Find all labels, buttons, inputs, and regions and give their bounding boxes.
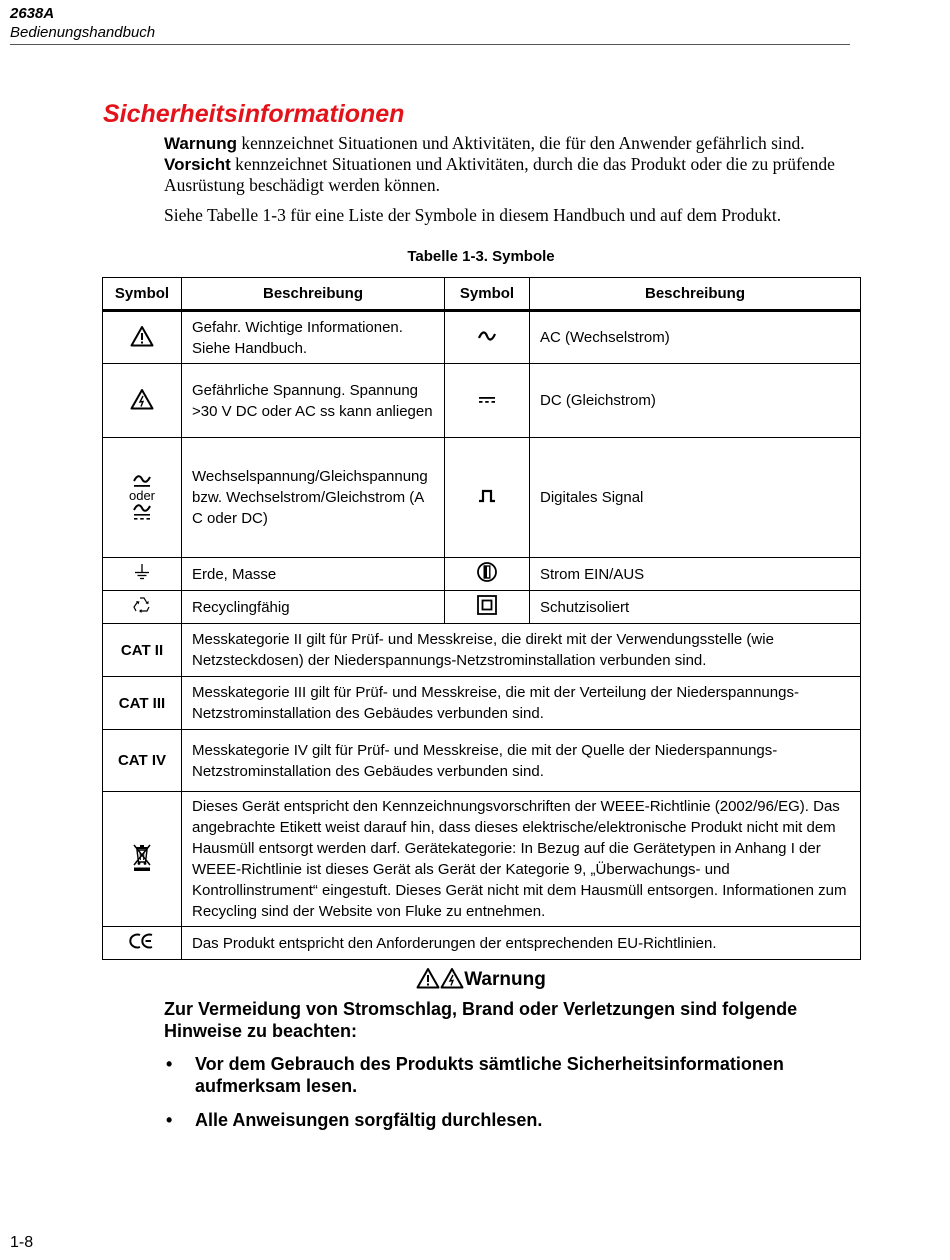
earth-ground-icon — [133, 563, 151, 581]
table-header-row — [103, 278, 861, 311]
high-voltage-triangle-icon — [130, 388, 154, 410]
header-rule — [10, 44, 850, 45]
symbol-cell — [445, 558, 530, 591]
dc-icon — [477, 395, 497, 405]
weee-description: Dieses Gerät entspricht den Kennzeichnungsvorschriften der WEEE-Richtlinie (2002/96/EG). Das angebrachte Etikett weist darauf hin, dass dieses elektrische/elektronische Produkt nicht mit dem Hausmüll entsorgt werden darf. Gerätekategorie: In Bezug auf die Gerätetypen in Anhang I der WEEE-Richtlinie ist dieses Gerät als Gerät der Kategorie 9, „Überwachungs- und Kontrollinstrument“ eingestuft. Dieses Gerät nicht mit dem Hausmüll entsorgen. Informationen zum Recycling sind der Website von Fluke zu entnehmen. — [182, 792, 861, 927]
intro-paragraph — [164, 133, 854, 196]
table-row — [103, 730, 861, 792]
list-item — [164, 1109, 804, 1131]
column-header: Symbol — [445, 278, 530, 311]
symbol-cell — [445, 591, 530, 624]
recycling-icon — [131, 595, 153, 615]
symbol-description: Wechselspannung/Gleichspannung bzw. Wechselstrom/Gleichstrom (AC oder DC) — [182, 438, 445, 558]
table-row — [103, 792, 861, 927]
symbol-description: Erde, Masse — [182, 558, 445, 591]
header-model: 2638A — [10, 5, 55, 22]
symbol-cell — [103, 792, 182, 927]
table-reference: Siehe Tabelle 1-3 für eine Liste der Symbole in diesem Handbuch und auf dem Produkt. — [164, 205, 782, 225]
category-description: Messkategorie III gilt für Prüf- und Messkreise, die mit der Verteilung der Niederspannungs-Netzstrominstallation des Gebäudes verbunden sind. — [182, 677, 861, 730]
table-row — [103, 311, 861, 364]
power-on-off-icon — [476, 561, 498, 583]
page-header — [10, 4, 850, 42]
high-voltage-triangle-icon — [440, 967, 464, 989]
symbol-cell — [445, 438, 530, 558]
table-row — [103, 927, 861, 960]
warning-bullet-list — [164, 1053, 804, 1143]
category-label: CAT III — [103, 677, 182, 730]
symbol-description: Gefährliche Spannung. Spannung >30 V DC oder AC ss kann anliegen — [182, 364, 445, 438]
page-number: 1-8 — [10, 1234, 34, 1251]
table-row — [103, 364, 861, 438]
table-row — [103, 591, 861, 624]
warning-definition: kennzeichnet Situationen und Aktivitäten, die für den Anwender gefährlich sind. — [237, 133, 805, 153]
symbol-description: Gefahr. Wichtige Informationen. Siehe Handbuch. — [182, 311, 445, 364]
symbols-table — [102, 277, 861, 960]
or-label: oder — [128, 487, 156, 503]
column-header: Beschreibung — [182, 278, 445, 311]
bullet-text: Vor dem Gebrauch des Produkts sämtliche Sicherheitsinformationen aufmerksam lesen. — [195, 1054, 784, 1096]
symbol-description: Schutzisoliert — [530, 591, 861, 624]
ce-mark-icon — [129, 932, 155, 950]
table-row — [103, 624, 861, 677]
warning-triangle-icon — [416, 967, 440, 989]
symbol-description: Strom EIN/AUS — [530, 558, 861, 591]
category-description: Messkategorie II gilt für Prüf- und Messkreise, die direkt mit der Verwendungsstelle (wie Netzsteckdosen) der Niederspannungs-Netzstrominstallation verbunden sind. — [182, 624, 861, 677]
warning-lead-text: Zur Vermeidung von Stromschlag, Brand oder Verletzungen sind folgende Hinweise zu beachten: — [164, 999, 798, 1041]
symbol-cell — [103, 591, 182, 624]
category-label: CAT II — [103, 624, 182, 677]
symbol-cell — [103, 364, 182, 438]
symbol-cell — [445, 311, 530, 364]
caution-definition: kennzeichnet Situationen und Aktivitäten, durch die das Produkt oder die zu prüfende Ausrüstung beschädigt werden können. — [164, 154, 835, 195]
warning-heading-text: Warnung — [464, 969, 546, 990]
list-item — [164, 1053, 804, 1097]
section-title: Sicherheitsinformationen — [103, 100, 405, 128]
symbol-description: AC (Wechselstrom) — [530, 311, 861, 364]
intro-text — [164, 133, 854, 226]
bullet-text: Alle Anweisungen sorgfältig durchlesen. — [195, 1110, 543, 1130]
symbol-cell — [103, 438, 182, 558]
category-label: CAT IV — [103, 730, 182, 792]
symbol-cell — [103, 558, 182, 591]
category-description: Messkategorie IV gilt für Prüf- und Messkreise, die mit der Quelle der Niederspannungs-Netzstrominstallation des Gebäudes verbunden sind. — [182, 730, 861, 792]
table-row — [103, 558, 861, 591]
caution-keyword: Vorsicht — [164, 155, 231, 174]
table-caption: Tabelle 1-3. Symbole — [407, 248, 555, 265]
warning-keyword: Warnung — [164, 134, 238, 153]
symbol-description: Digitales Signal — [530, 438, 861, 558]
table-row — [103, 438, 861, 558]
warning-triangle-icon — [130, 325, 154, 347]
header-manual-title: Bedienungshandbuch — [10, 24, 156, 41]
symbol-description: DC (Gleichstrom) — [530, 364, 861, 438]
ce-description: Das Produkt entspricht den Anforderungen der entsprechenden EU-Richtlinien. — [182, 927, 861, 960]
weee-bin-icon — [131, 842, 153, 872]
double-insulation-icon — [476, 594, 498, 616]
ac-dc-icon — [132, 474, 152, 488]
bullet-marker: • — [166, 1054, 173, 1074]
symbol-cell — [445, 364, 530, 438]
symbol-cell — [103, 311, 182, 364]
symbol-cell — [103, 927, 182, 960]
warning-heading — [102, 966, 860, 994]
symbol-description: Recyclingfähig — [182, 591, 445, 624]
column-header: Beschreibung — [530, 278, 861, 311]
ac-tilde-icon — [477, 330, 497, 342]
column-header: Symbol — [103, 278, 182, 311]
digital-signal-icon — [477, 489, 497, 503]
bullet-marker: • — [166, 1110, 173, 1130]
ac-dc-icon — [132, 504, 152, 522]
table-row — [103, 677, 861, 730]
